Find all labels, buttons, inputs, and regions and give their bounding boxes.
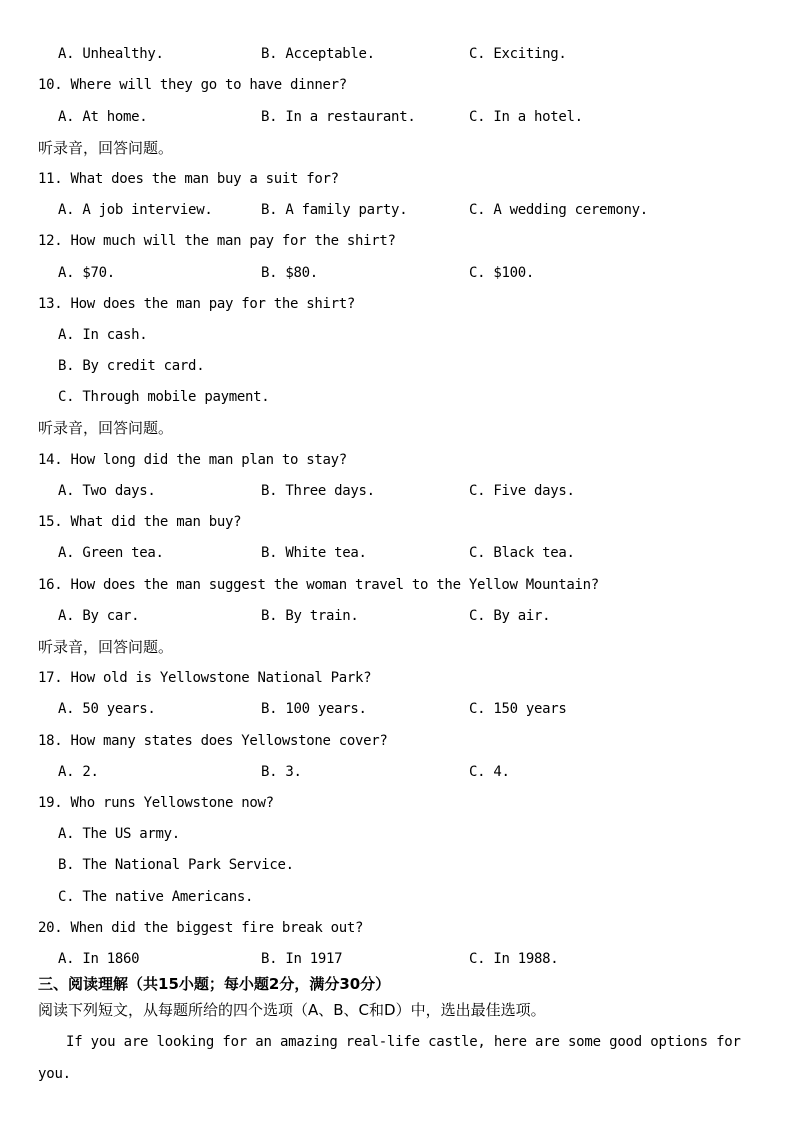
q15-option-b: B. White tea.: [261, 545, 367, 561]
q13-text: 13. How does the man pay for the shirt?: [38, 296, 356, 312]
q20-text: 20. When did the biggest fire break out?: [38, 920, 364, 936]
q16-option-b: B. By train.: [261, 608, 359, 624]
q9-option-c: C. Exciting.: [469, 46, 567, 62]
q15-text: 15. What did the man buy?: [38, 514, 242, 530]
q10-option-c: C. In a hotel.: [469, 109, 583, 125]
passage-line-1: If you are looking for an amazing real-life castle, here are some good options for: [66, 1034, 741, 1050]
q16-option-a: A. By car.: [58, 608, 140, 624]
q13-option-b: B. By credit card.: [58, 358, 205, 374]
q16-text: 16. How does the man suggest the woman travel to the Yellow Mountain?: [38, 577, 599, 593]
q14-option-c: C. Five days.: [469, 483, 575, 499]
section3-heading: 三、阅读理解（共15小题；每小题2分，满分30分）: [38, 975, 391, 993]
q14-text: 14. How long did the man plan to stay?: [38, 452, 347, 468]
q16-option-c: C. By air.: [469, 608, 551, 624]
q15-option-a: A. Green tea.: [58, 545, 164, 561]
q19-option-b: B. The National Park Service.: [58, 857, 294, 873]
q18-option-a: A. 2.: [58, 764, 99, 780]
q17-option-b: B. 100 years.: [261, 701, 367, 717]
q14-option-b: B. Three days.: [261, 483, 375, 499]
q11-option-c: C. A wedding ceremony.: [469, 202, 648, 218]
listen-instruction-2: 听录音，回答问题。: [38, 419, 174, 437]
passage-line-2: you.: [38, 1066, 71, 1082]
q10-option-a: A. At home.: [58, 109, 148, 125]
q12-text: 12. How much will the man pay for the shirt?: [38, 233, 396, 249]
listen-instruction-3: 听录音，回答问题。: [38, 638, 174, 656]
q12-option-b: B. $80.: [261, 265, 318, 281]
q17-option-c: C. 150 years: [469, 701, 567, 717]
q17-text: 17. How old is Yellowstone National Park?: [38, 670, 372, 686]
q15-option-c: C. Black tea.: [469, 545, 575, 561]
q10-text: 10. Where will they go to have dinner?: [38, 77, 347, 93]
q19-option-c: C. The native Americans.: [58, 889, 254, 905]
q18-text: 18. How many states does Yellowstone cover?: [38, 733, 388, 749]
q19-text: 19. Who runs Yellowstone now?: [38, 795, 274, 811]
q11-option-a: A. A job interview.: [58, 202, 213, 218]
q9-option-a: A. Unhealthy.: [58, 46, 164, 62]
q13-option-a: A. In cash.: [58, 327, 148, 343]
q12-option-c: C. $100.: [469, 265, 535, 281]
q19-option-a: A. The US army.: [58, 826, 180, 842]
q17-option-a: A. 50 years.: [58, 701, 156, 717]
q9-option-b: B. Acceptable.: [261, 46, 375, 62]
q10-option-b: B. In a restaurant.: [261, 109, 416, 125]
q14-option-a: A. Two days.: [58, 483, 156, 499]
q18-option-c: C. 4.: [469, 764, 510, 780]
section3-instruction: 阅读下列短文，从每题所给的四个选项（A、B、C和D）中，选出最佳选项。: [38, 1001, 546, 1019]
listen-instruction-1: 听录音，回答问题。: [38, 139, 174, 157]
q11-text: 11. What does the man buy a suit for?: [38, 171, 339, 187]
q20-option-a: A. In 1860: [58, 951, 140, 967]
q20-option-c: C. In 1988.: [469, 951, 559, 967]
q11-option-b: B. A family party.: [261, 202, 408, 218]
q18-option-b: B. 3.: [261, 764, 302, 780]
q12-option-a: A. $70.: [58, 265, 115, 281]
q13-option-c: C. Through mobile payment.: [58, 389, 270, 405]
q20-option-b: B. In 1917: [261, 951, 343, 967]
